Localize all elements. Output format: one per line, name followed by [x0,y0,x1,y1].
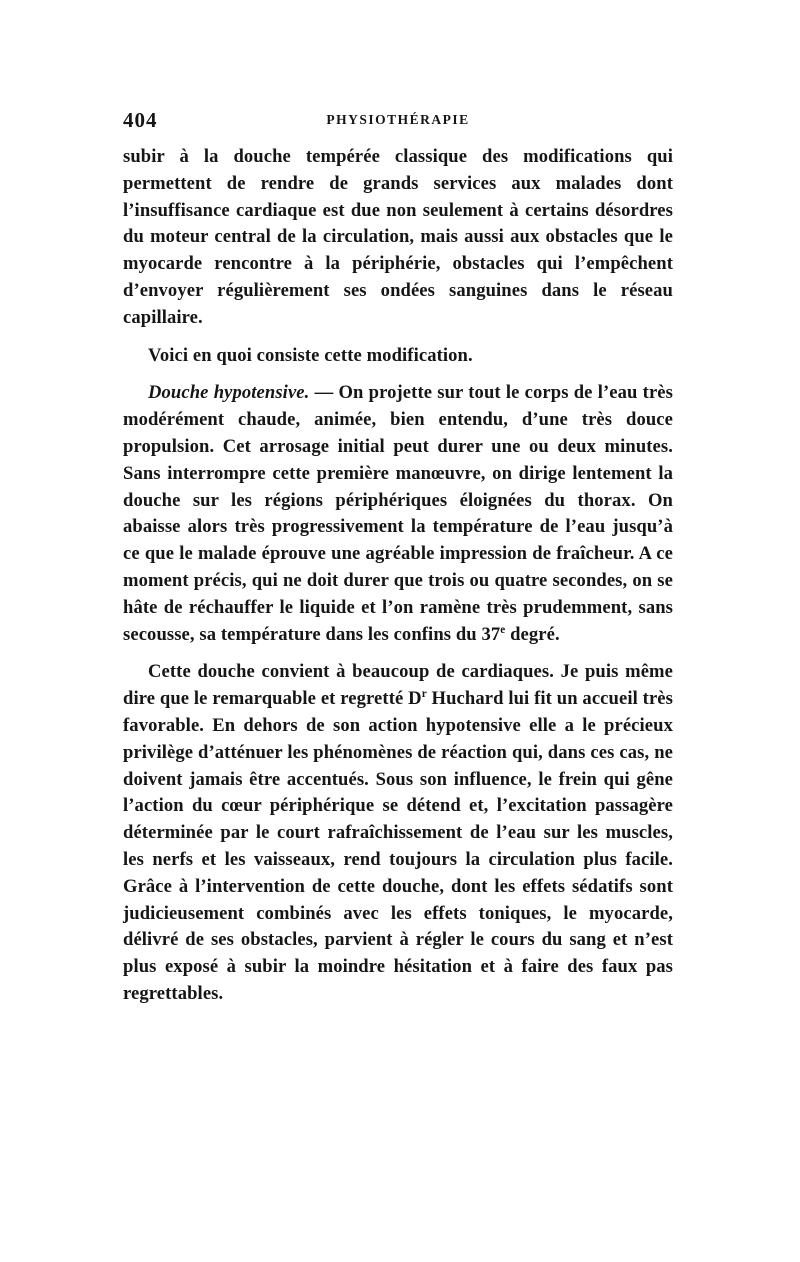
paragraph-4-start: Cette douche convient à beaucoup de cardiaques. Je puis même dire que le remarquable et regretté D [123,661,673,710]
paragraph-4-rest: Huchard lui fit un accueil très favorable. En dehors de son action hypotensive elle a le précieux privilège d’atténuer les phénomènes de réaction qui, dans ces cas, ne doivent jamais être accentués. Sous son influence, le frein qui gêne l’action du cœur périphérique se détend et, l’excitation passagère déterminée par le court rafraîchissement de l’eau sur les muscles, les nerfs et les vaisseaux, rend toujours la circulation plus facile. Grâce à l’intervention de cette douche, dont les effets sédatifs sont judicieusement combinés avec les effets toniques, le myocarde, délivré de ses obstacles, parvient à régler le cours du sang et n’est plus exposé à subir la moindre hésitation et à faire des faux pas regrettables. [123,688,673,1004]
body-text [123,144,673,1008]
paragraph-3-end: degré. [505,623,560,645]
section-title: Douche hypotensive. [148,382,310,404]
doctor-superscript: r [421,687,427,700]
running-title: PHYSIOTHÉRAPIE [326,112,470,127]
paragraph-2: Voici en quoi consiste cette modification. [148,344,473,366]
paragraph-1: subir à la douche tempérée classique des modifications qui permettent de rendre de grands services aux malades dont l’insuffisance cardiaque est due non seulement à certains désordres du moteur central de la circulation, mais aussi aux obstacles que le myocarde rencontre à la périphérie, obstacles qui l’empêchent d’envoyer régulièrement ses ondées sanguines dans le réseau capillaire. [123,146,673,328]
page-number: 404 [123,108,158,132]
paragraph-3-text: — On projette sur tout le corps de l’eau très modérément chaude, animée, bien entendu, d’une très douce propulsion. Cet arrosage initial peut durer une ou deux minutes. Sans interrompre cette première manœuvre, on dirige lentement la douche sur les régions périphériques éloignées du thorax. On abaisse alors très progressivement la température de l’eau jusqu’à ce que le malade éprouve une agréable impression de fraîcheur. A ce moment précis, qui ne doit durer que trois ou quatre secondes, on se hâte de réchauffer le liquide et l’on ramène très prudemment, sans secousse, sa température dans les confins du 37 [123,382,673,645]
paragraph-4 [123,659,673,1007]
book-page [123,108,673,1008]
paragraph-3 [123,380,673,648]
page-header [123,108,673,134]
degree-superscript: e [500,623,506,636]
